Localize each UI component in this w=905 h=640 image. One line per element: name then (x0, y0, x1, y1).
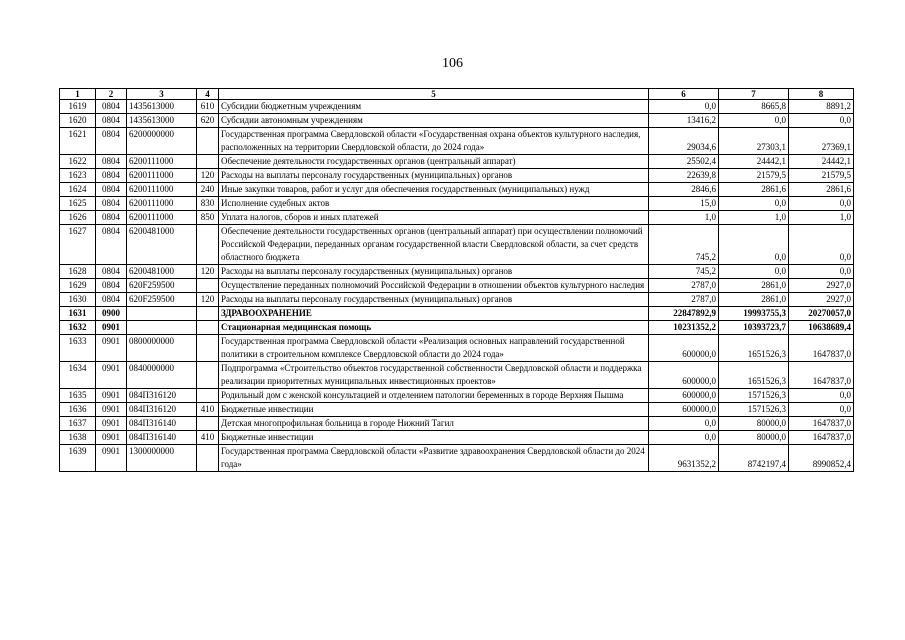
amount-col-6: 22639,8 (649, 169, 719, 183)
target-article-code: 6200111000 (127, 183, 197, 197)
amount-col-6: 1,0 (649, 211, 719, 225)
table-row (60, 293, 854, 307)
amount-col-6: 29034,6 (649, 128, 719, 155)
amount-col-8: 21579,5 (789, 169, 854, 183)
expense-type-code: 120 (197, 265, 219, 279)
amount-col-6: 600000,0 (649, 389, 719, 403)
amount-col-6: 745,2 (649, 225, 719, 265)
amount-col-6: 25502,4 (649, 155, 719, 169)
target-article-code: 6200481000 (127, 225, 197, 265)
row-number: 1629 (60, 279, 96, 293)
expense-type-code: 120 (197, 293, 219, 307)
expense-type-code (197, 445, 219, 472)
row-number: 1635 (60, 389, 96, 403)
amount-col-6: 0,0 (649, 417, 719, 431)
item-name: Подпрограмма «Строительство объектов государственной собственности Свердловской области и поддержка реализации приоритетных муниципальных инвестиционных проектов» (219, 362, 649, 389)
row-number: 1639 (60, 445, 96, 472)
expense-type-code (197, 279, 219, 293)
section-code: 0804 (96, 293, 127, 307)
section-code: 0901 (96, 321, 127, 335)
item-name: Обеспечение деятельности государственных органов (центральный аппарат) при осуществлении полномочий Российской Федерации, переданных органам государственной власти Свердловской области, за счет средств областного бюджета (219, 225, 649, 265)
amount-col-7: 1571526,3 (719, 403, 789, 417)
item-name: Расходы на выплаты персоналу государственных (муниципальных) органов (219, 265, 649, 279)
item-name: Субсидии бюджетным учреждениям (219, 100, 649, 114)
item-name: Стационарная медицинская помощь (219, 321, 649, 335)
amount-col-6: 2787,0 (649, 293, 719, 307)
expense-type-code (197, 225, 219, 265)
amount-col-7: 8742197,4 (719, 445, 789, 472)
row-number: 1636 (60, 403, 96, 417)
amount-col-8: 0,0 (789, 114, 854, 128)
item-name: Государственная программа Свердловской области «Развитие здравоохранения Свердловской области до 2024 года» (219, 445, 649, 472)
target-article-code (127, 321, 197, 335)
table-row (60, 362, 854, 389)
expense-type-code (197, 417, 219, 431)
amount-col-8: 0,0 (789, 403, 854, 417)
expense-type-code: 620 (197, 114, 219, 128)
section-code: 0900 (96, 307, 127, 321)
header-col-8: 8 (789, 89, 854, 100)
row-number: 1632 (60, 321, 96, 335)
amount-col-7: 0,0 (719, 225, 789, 265)
row-number: 1623 (60, 169, 96, 183)
amount-col-6: 600000,0 (649, 362, 719, 389)
amount-col-8: 0,0 (789, 265, 854, 279)
section-code: 0901 (96, 403, 127, 417)
item-name: Исполнение судебных актов (219, 197, 649, 211)
row-number: 1621 (60, 128, 96, 155)
amount-col-6: 0,0 (649, 100, 719, 114)
target-article-code: 1300000000 (127, 445, 197, 472)
item-name: Расходы на выплаты персоналу государственных (муниципальных) органов (219, 293, 649, 307)
table-row (60, 225, 854, 265)
amount-col-8: 1647837,0 (789, 335, 854, 362)
section-code: 0901 (96, 417, 127, 431)
amount-col-7: 80000,0 (719, 417, 789, 431)
item-name: Бюджетные инвестиции (219, 403, 649, 417)
section-code: 0901 (96, 431, 127, 445)
amount-col-8: 2927,0 (789, 293, 854, 307)
row-number: 1633 (60, 335, 96, 362)
target-article-code: 1435613000 (127, 114, 197, 128)
target-article-code: 6200111000 (127, 197, 197, 211)
expense-type-code (197, 128, 219, 155)
table-row (60, 100, 854, 114)
table-body (60, 100, 854, 472)
row-number: 1634 (60, 362, 96, 389)
amount-col-8: 20270057,0 (789, 307, 854, 321)
table-row (60, 114, 854, 128)
table-row (60, 431, 854, 445)
amount-col-7: 19993755,3 (719, 307, 789, 321)
header-col-6: 6 (649, 89, 719, 100)
item-name: Иные закупки товаров, работ и услуг для обеспечения государственных (муниципальных) нужд (219, 183, 649, 197)
amount-col-7: 1651526,3 (719, 362, 789, 389)
amount-col-7: 1651526,3 (719, 335, 789, 362)
item-name: ЗДРАВООХРАНЕНИЕ (219, 307, 649, 321)
section-code: 0901 (96, 362, 127, 389)
header-col-1: 1 (60, 89, 96, 100)
amount-col-6: 2787,0 (649, 279, 719, 293)
header-col-5: 5 (219, 89, 649, 100)
target-article-code: 620F259500 (127, 293, 197, 307)
row-number: 1627 (60, 225, 96, 265)
amount-col-7: 10393723,7 (719, 321, 789, 335)
amount-col-8: 1,0 (789, 211, 854, 225)
row-number: 1620 (60, 114, 96, 128)
amount-col-7: 27303,1 (719, 128, 789, 155)
item-name: Детская многопрофильная больница в городе Нижний Тагил (219, 417, 649, 431)
table-row (60, 169, 854, 183)
section-code: 0901 (96, 389, 127, 403)
expense-type-code (197, 321, 219, 335)
target-article-code: 0800000000 (127, 335, 197, 362)
item-name: Государственная программа Свердловской области «Реализация основных направлений государственной политики в строительном комплексе Свердловской области до 2024 года» (219, 335, 649, 362)
amount-col-8: 0,0 (789, 225, 854, 265)
row-number: 1638 (60, 431, 96, 445)
expense-type-code: 830 (197, 197, 219, 211)
item-name: Обеспечение деятельности государственных органов (центральный аппарат) (219, 155, 649, 169)
amount-col-8: 1647837,0 (789, 417, 854, 431)
row-number: 1624 (60, 183, 96, 197)
target-article-code: 084П316120 (127, 403, 197, 417)
table-row (60, 307, 854, 321)
target-article-code: 620F259500 (127, 279, 197, 293)
amount-col-8: 24442,1 (789, 155, 854, 169)
amount-col-6: 0,0 (649, 431, 719, 445)
amount-col-8: 0,0 (789, 389, 854, 403)
target-article-code: 0840000000 (127, 362, 197, 389)
section-code: 0804 (96, 279, 127, 293)
amount-col-7: 24442,1 (719, 155, 789, 169)
expense-type-code (197, 307, 219, 321)
section-code: 0804 (96, 169, 127, 183)
page-number: 106 (442, 56, 463, 71)
table-row (60, 211, 854, 225)
section-code: 0901 (96, 445, 127, 472)
section-code: 0804 (96, 225, 127, 265)
row-number: 1625 (60, 197, 96, 211)
section-code: 0804 (96, 114, 127, 128)
table-row (60, 128, 854, 155)
table-row (60, 335, 854, 362)
amount-col-7: 8665,8 (719, 100, 789, 114)
expense-type-code: 410 (197, 431, 219, 445)
target-article-code: 6200111000 (127, 155, 197, 169)
target-article-code: 084П316140 (127, 417, 197, 431)
row-number: 1630 (60, 293, 96, 307)
amount-col-6: 15,0 (649, 197, 719, 211)
section-code: 0804 (96, 265, 127, 279)
amount-col-6: 2846,6 (649, 183, 719, 197)
row-number: 1619 (60, 100, 96, 114)
target-article-code: 6200000000 (127, 128, 197, 155)
target-article-code: 1435613000 (127, 100, 197, 114)
table-row (60, 265, 854, 279)
amount-col-6: 9631352,2 (649, 445, 719, 472)
table-row (60, 321, 854, 335)
item-name: Бюджетные инвестиции (219, 431, 649, 445)
expense-type-code: 240 (197, 183, 219, 197)
row-number: 1626 (60, 211, 96, 225)
header-col-2: 2 (96, 89, 127, 100)
amount-col-8: 0,0 (789, 197, 854, 211)
table-row (60, 155, 854, 169)
amount-col-8: 2861,6 (789, 183, 854, 197)
target-article-code: 6200111000 (127, 211, 197, 225)
table-row (60, 197, 854, 211)
amount-col-8: 1647837,0 (789, 431, 854, 445)
amount-col-6: 13416,2 (649, 114, 719, 128)
amount-col-8: 8990852,4 (789, 445, 854, 472)
item-name: Уплата налогов, сборов и иных платежей (219, 211, 649, 225)
amount-col-8: 8891,2 (789, 100, 854, 114)
table-row (60, 417, 854, 431)
section-code: 0901 (96, 335, 127, 362)
amount-col-8: 2927,0 (789, 279, 854, 293)
amount-col-7: 1571526,3 (719, 389, 789, 403)
amount-col-7: 21579,5 (719, 169, 789, 183)
amount-col-7: 2861,0 (719, 279, 789, 293)
section-code: 0804 (96, 183, 127, 197)
section-code: 0804 (96, 100, 127, 114)
amount-col-8: 1647837,0 (789, 362, 854, 389)
amount-col-7: 80000,0 (719, 431, 789, 445)
expense-type-code: 610 (197, 100, 219, 114)
item-name: Субсидии автономным учреждениям (219, 114, 649, 128)
item-name: Осуществление переданных полномочий Российской Федерации в отношении объектов культурного наследия (219, 279, 649, 293)
target-article-code: 084П316120 (127, 389, 197, 403)
header-col-4: 4 (197, 89, 219, 100)
header-col-7: 7 (719, 89, 789, 100)
budget-table (59, 88, 854, 472)
target-article-code (127, 307, 197, 321)
amount-col-8: 27369,1 (789, 128, 854, 155)
amount-col-7: 1,0 (719, 211, 789, 225)
amount-col-6: 600000,0 (649, 335, 719, 362)
table-row (60, 389, 854, 403)
header-row (60, 89, 854, 100)
item-name: Государственная программа Свердловской области «Государственная охрана объектов культурного наследия, расположенных на территории Свердловской области, до 2024 года» (219, 128, 649, 155)
header-col-3: 3 (127, 89, 197, 100)
expense-type-code (197, 362, 219, 389)
amount-col-7: 0,0 (719, 114, 789, 128)
amount-col-8: 10638689,4 (789, 321, 854, 335)
amount-col-7: 0,0 (719, 265, 789, 279)
expense-type-code (197, 389, 219, 403)
target-article-code: 6200481000 (127, 265, 197, 279)
row-number: 1622 (60, 155, 96, 169)
section-code: 0804 (96, 211, 127, 225)
amount-col-6: 600000,0 (649, 403, 719, 417)
row-number: 1637 (60, 417, 96, 431)
amount-col-6: 22847892,9 (649, 307, 719, 321)
expense-type-code (197, 335, 219, 362)
section-code: 0804 (96, 155, 127, 169)
section-code: 0804 (96, 128, 127, 155)
item-name: Расходы на выплаты персоналу государственных (муниципальных) органов (219, 169, 649, 183)
item-name: Родильный дом с женской консультацией и отделением патологии беременных в городе Верхняя Пышма (219, 389, 649, 403)
target-article-code: 084П316140 (127, 431, 197, 445)
table-row (60, 183, 854, 197)
amount-col-7: 2861,0 (719, 293, 789, 307)
amount-col-7: 0,0 (719, 197, 789, 211)
table-row (60, 279, 854, 293)
expense-type-code: 850 (197, 211, 219, 225)
row-number: 1631 (60, 307, 96, 321)
table-row (60, 403, 854, 417)
expense-type-code: 120 (197, 169, 219, 183)
row-number: 1628 (60, 265, 96, 279)
table-row (60, 445, 854, 472)
amount-col-6: 10231352,2 (649, 321, 719, 335)
amount-col-6: 745,2 (649, 265, 719, 279)
expense-type-code (197, 155, 219, 169)
section-code: 0804 (96, 197, 127, 211)
expense-type-code: 410 (197, 403, 219, 417)
target-article-code: 6200111000 (127, 169, 197, 183)
amount-col-7: 2861,6 (719, 183, 789, 197)
